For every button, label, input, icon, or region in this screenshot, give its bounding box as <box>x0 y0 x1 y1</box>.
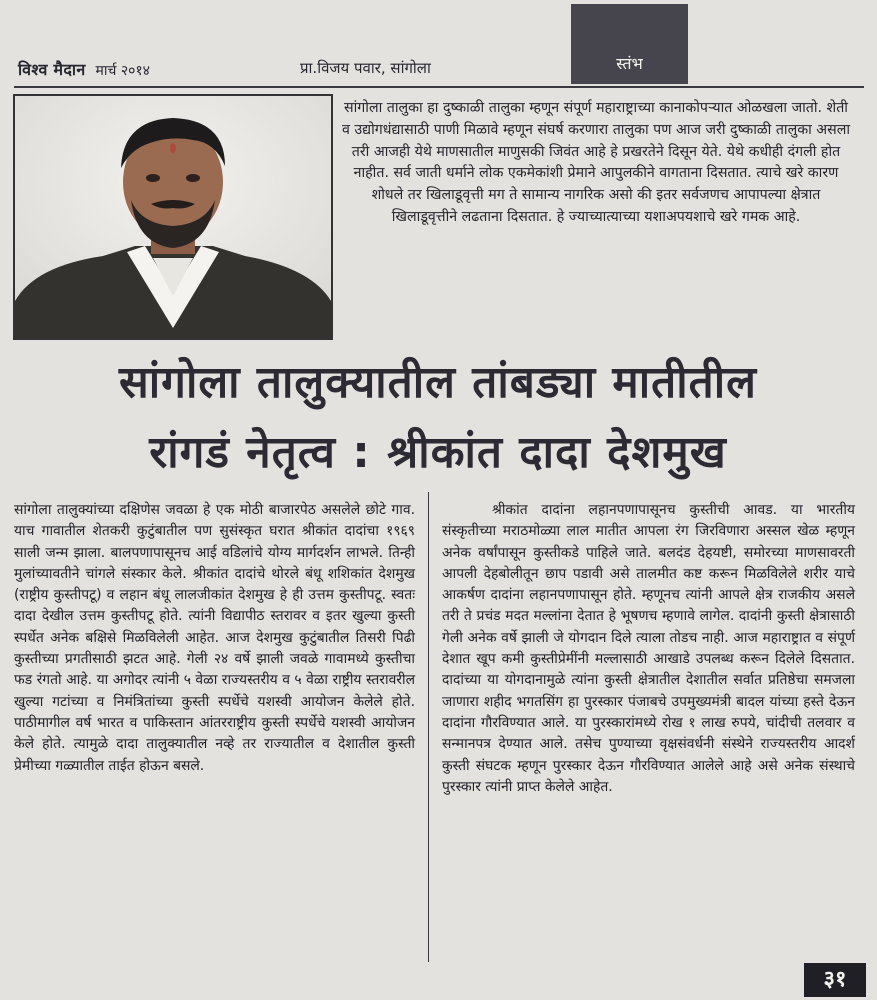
body-column-right: श्रीकांत दादांना लहानपणापासूनच कुस्तीची आवड. या भारतीय संस्कृतीच्या मराठमोळ्या लाल मातीत आपला रंग जिरविणारा अस्सल खेळ म्हणून अनेक वर्षांपासून कुस्तीकडे पाहिले जाते. बलदंड देहयष्टी, समोरच्या माणसावरती आपली देहबोलीतून छाप पडावी असे तालमीत कष्ट करून मिळविलेले शरीर याचे आकर्षण दादांना लहानपणापासून होते. म्हणूनच त्यांनी आपले क्षेत्र राजकीय असले तरी ते प्रचंड मदत मल्लांना देतात हे भूषणच म्हणावे लागेल. दादांनी कुस्ती क्षेत्रासाठी गेली अनेक वर्षे झाली जे योगदान दिले त्याला तोडच नाही. आज महाराष्ट्रात व संपूर्ण देशात खूप कमी कुस्तीप्रेमींनी मल्लासाठी आखाडे उपलब्ध करून दिलेले दिसतात. दादांच्या या योगदानामुळे त्यांना कुस्ती क्षेत्रातील देशातील सर्वात प्रतिष्ठेचा समजला जाणारा शहीद भगतसिंग हा पुरस्कार पंजाबचे उपमुख्यमंत्री बादल यांच्या हस्ते देऊन दादांना गौरविण्यात आले. या पुरस्कारांमध्ये रोख १ लाख रुपये, चांदीची तलवार व सन्मानपत्र देण्यात आले. तसेच पुण्याच्या वृक्षसंवर्धनी संस्थेने राज्यस्तरीय आदर्श कुस्ती संघटक म्हणून पुरस्कार देऊन गौरविण्यात आलेले आहे असे अनेक संस्थाचे पुरस्कार त्यांनी प्राप्त केलेले आहेत. <box>442 502 855 795</box>
author-photo <box>13 94 333 340</box>
article-title-line-2: रांगडं नेतृत्व : श्रीकांत दादा देशमुख <box>149 427 727 478</box>
column-divider <box>428 492 429 962</box>
section-label: स्तंभ <box>616 54 643 73</box>
magazine-logo: विश्व मैदान <box>18 60 86 79</box>
page-number: ३१ <box>804 963 866 997</box>
person-portrait-icon <box>15 96 331 338</box>
masthead <box>18 58 150 84</box>
header-divider <box>14 86 864 88</box>
intro-paragraph: सांगोला तालुका हा दुष्काळी तालुका म्हणून संपूर्ण महाराष्ट्राच्या कानाकोपऱ्यात ओळखला जातो. शेती व उद्योगधंद्यासाठी पाणी मिळावे म्हणून संघर्ष करणारा तालुका पण आज जरी दुष्काळी तालुका असला तरी आजही येथे माणसातील माणुसकी जिवंत आहे हे प्रखरतेने दिसून येते. येथे कधीही दंगली होत नाहीत. सर्व जाती धर्माने लोक एकमेकांशी प्रेमाने आपुलकीने वागताना दिसतात. त्याचे खरे कारण शोधले तर खिलाडूवृत्ती मग ते सामान्य नागरिक असो की इतर सर्वजणच आपापल्या क्षेत्रात खिलाडूवृत्तीने लढताना दिसतात. हे ज्याच्यात्याच्या यशाअपयशाचे खरे गमक आहे. <box>341 100 851 225</box>
issue-date: मार्च २०१४ <box>95 63 150 79</box>
author-byline: प्रा.विजय पवार, सांगोला <box>300 59 431 77</box>
body-column-left: सांगोला तालुक्यांच्या दक्षिणेस जवळा हे एक मोठी बाजारपेठ असलेले छोटे गाव. याच गावातील शेतकरी कुटुंबातील पण सुसंस्कृत घरात श्रीकांत दादांचा १९६९ साली जन्म झाला. बालपणापासूनच आई वडिलांचे योग्य मार्गदर्शन लाभले. तिन्ही मुलांच्यावतीने चांगले संस्कार केले. श्रीकांत दादांचे थोरले बंधू शशिकांत देशमुख (राष्ट्रीय कुस्तीपटू) व लहान बंधू लालजीकांत देशमुख हे ही उत्तम कुस्तीपटू. स्वतः दादा देखील उत्तम कुस्तीपटू होते. त्यांनी विद्यापीठ स्तरावर व इतर खुल्या कुस्ती स्पर्धेत अनेक बक्षिसे मिळविलेली आहेत. आज देशमुख कुटुंबातील तिसरी पिढी कुस्तीच्या प्रगतीसाठी झटत आहे. गेली २४ वर्षे झाली जवळे गावामध्ये कुस्तीचा फड रंगतो आहे. या अगोदर त्यांनी ५ वेळा राज्यस्तरीय व ५ वेळा राष्ट्रीय स्तरावरील खुल्या गटांच्या व निमंत्रितांच्या कुस्ती स्पर्धेचे यशस्वी आयोजन केलेले होते. पाठीमागील वर्ष भारत व पाकिस्तान आंतरराष्ट्रीय कुस्ती स्पर्धेचे यशस्वी आयोजन केले होते. त्यामुळे दादा तालुक्यातील नव्हे तर राज्यातील व देशातील कुस्ती प्रेमीच्या गळ्यातील ताईत होऊन बसले. <box>14 502 415 774</box>
article-title-line-1: सांगोला तालुक्यातील तांबड्या मातीतील <box>119 357 757 408</box>
